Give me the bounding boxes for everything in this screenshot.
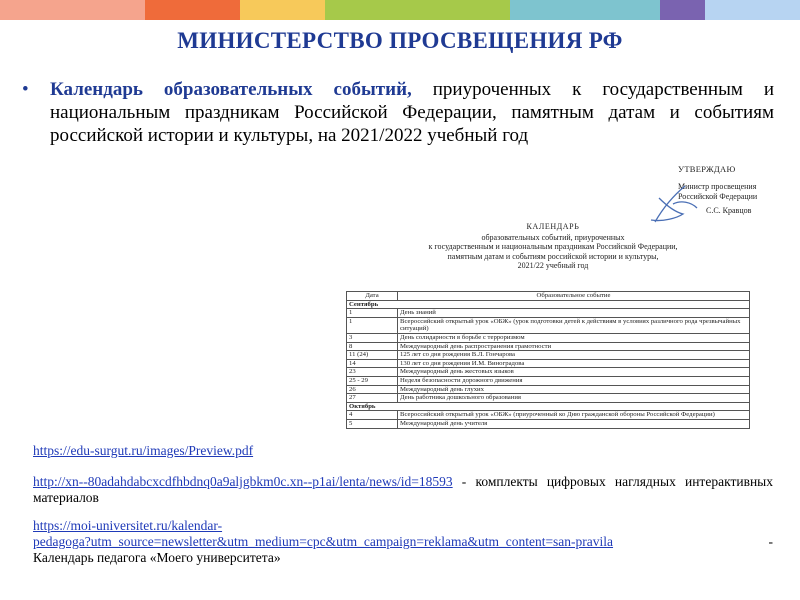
event-date: 5	[347, 419, 398, 428]
event-date: 4	[347, 411, 398, 420]
stripe-segment	[145, 0, 240, 20]
approve-line2: Российской Федерации	[678, 192, 758, 201]
stripe-segment	[325, 0, 510, 20]
event-date: 11 (24)	[347, 351, 398, 360]
event-date: 14	[347, 359, 398, 368]
event-date: 23	[347, 368, 398, 377]
event-name: Всероссийский открытый урок «ОБЖ» (урок подготовки детей к действиям в условиях различного рода чрезвычайных ситуаций)	[398, 317, 750, 333]
link2-description: - комплекты цифровых наглядных интерактивных материалов	[33, 474, 773, 505]
link3-dash: -	[768, 534, 773, 549]
link-block-2	[33, 474, 773, 506]
approve-title: УТВЕРЖДАЮ	[678, 164, 736, 174]
bullet-rest-text: приуроченных к государственным и национальным праздникам Российской Федерации, памятным датам и событиям российской истории и культуры, на 2021/2022 учебный год	[50, 79, 774, 146]
doc-sub2: к государственным и национальным праздникам Российской Федерации,	[428, 242, 678, 251]
event-date: 27	[347, 394, 398, 403]
event-name: Международный день жестовых языков	[398, 368, 750, 377]
table-row	[347, 368, 750, 377]
stripe-segment	[0, 0, 145, 20]
col-event-header: Образовательное событие	[398, 292, 750, 301]
month-row	[347, 300, 750, 309]
bullet-bold-text: Календарь образовательных событий,	[50, 79, 412, 100]
events-table-body	[347, 300, 750, 428]
table-row	[347, 411, 750, 420]
table-row	[347, 317, 750, 333]
approve-name: С.С. Кравцов	[706, 206, 752, 215]
table-row	[347, 351, 750, 360]
bullet-paragraph	[22, 78, 774, 147]
event-name: Международный день распространения грамотности	[398, 342, 750, 351]
calendar-document-image	[338, 158, 768, 440]
preview-pdf-link[interactable]: https://edu-surgut.ru/images/Preview.pdf	[33, 443, 254, 458]
event-date: 8	[347, 342, 398, 351]
event-name: 130 лет со дня рождения И.М. Виноградова	[398, 359, 750, 368]
event-name: 125 лет со дня рождения В.Л. Гончарова	[398, 351, 750, 360]
bullet-dot-icon: •	[22, 79, 29, 100]
col-date-header: Дата	[347, 292, 398, 301]
month-row	[347, 402, 750, 411]
table-row	[347, 359, 750, 368]
doc-sub4: 2021/22 учебный год	[517, 261, 589, 270]
doc-heading-title: КАЛЕНДАРЬ	[526, 222, 580, 231]
link-block-1	[33, 443, 773, 459]
month-label: Сентябрь	[347, 300, 750, 309]
table-row	[347, 342, 750, 351]
table-row	[347, 333, 750, 342]
event-date: 1	[347, 309, 398, 318]
link-block-3	[33, 518, 773, 566]
document-heading	[338, 222, 768, 271]
event-name: День работника дошкольного образования	[398, 394, 750, 403]
slide-title: МИНИСТЕРСТВО ПРОСВЕЩЕНИЯ РФ	[177, 28, 623, 53]
event-name: День солидарности в борьбе с терроризмом	[398, 333, 750, 342]
month-label: Октябрь	[347, 402, 750, 411]
table-row	[347, 309, 750, 318]
event-name: Международный день глухих	[398, 385, 750, 394]
link3-description: Календарь педагога «Моего университета»	[33, 550, 281, 565]
table-row	[347, 394, 750, 403]
doc-sub1: образовательных событий, приуроченных	[481, 232, 625, 242]
signature-icon	[633, 178, 703, 228]
teacher-calendar-link-line1[interactable]: https://moi-universitet.ru/kalendar-	[33, 518, 223, 533]
event-name: День знаний	[398, 309, 750, 318]
bullet-text	[50, 78, 774, 147]
decorative-color-stripe	[0, 0, 800, 20]
table-row	[347, 385, 750, 394]
stripe-segment	[240, 0, 325, 20]
event-name: Всероссийский открытый урок «ОБЖ» (приуроченный ко Дню гражданской обороны Российской Федерации)	[398, 411, 750, 420]
stripe-segment	[660, 0, 705, 20]
table-row	[347, 419, 750, 428]
table-row	[347, 376, 750, 385]
interactive-materials-link[interactable]: http://xn--80adahdabcxcdfhbdnq0a9aljgbkm0c.xn--p1ai/lenta/news/id=18593	[33, 474, 453, 489]
event-name: Неделя безопасности дорожного движения	[398, 376, 750, 385]
teacher-calendar-link-line2[interactable]: pedagoga?utm_source=newsletter&utm_medium=cpc&utm_campaign=reklama&utm_content=san-pravila	[33, 534, 614, 549]
event-date: 1	[347, 317, 398, 333]
stripe-segment	[705, 0, 800, 20]
event-date: 25 - 29	[347, 376, 398, 385]
event-date: 26	[347, 385, 398, 394]
doc-sub3: памятным датам и событиям российской истории и культуры,	[447, 251, 659, 261]
event-name: Международный день учителя	[398, 419, 750, 428]
stripe-segment	[510, 0, 660, 20]
approve-line1: Министр просвещения	[678, 182, 757, 191]
events-table	[346, 291, 750, 429]
event-date: 3	[347, 333, 398, 342]
table-header-row	[347, 292, 750, 301]
